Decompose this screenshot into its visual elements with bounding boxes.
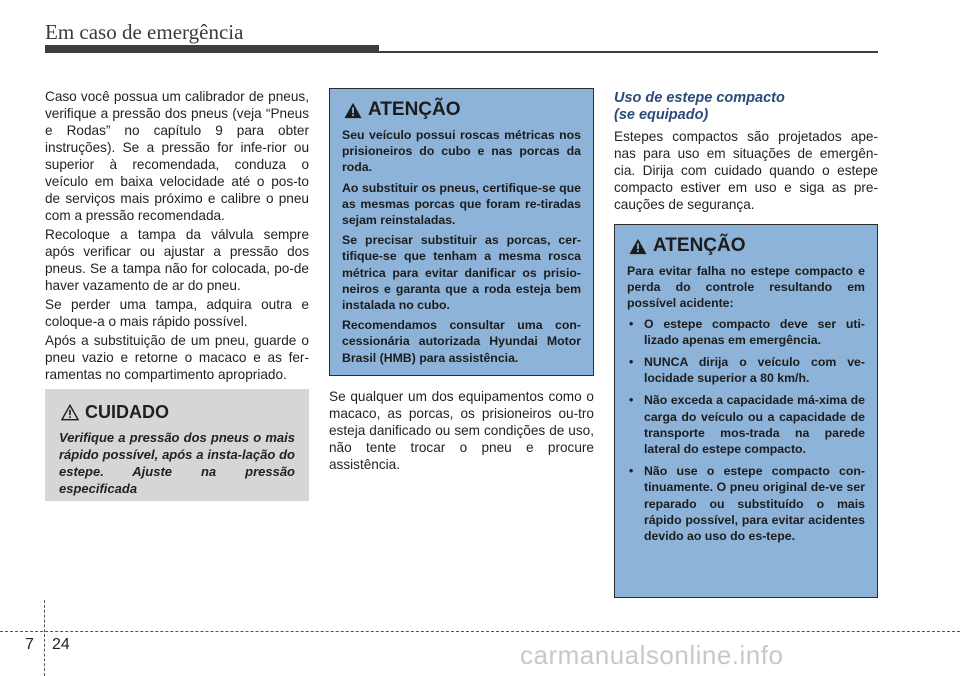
warning-title-row	[344, 99, 581, 121]
middle-column	[329, 388, 594, 475]
caution-title: CUIDADO	[85, 402, 169, 422]
caution-box	[45, 389, 309, 501]
warning-title: ATENÇÃO	[368, 99, 461, 120]
warning-triangle-icon	[344, 102, 362, 119]
header-rule-thick	[45, 45, 379, 53]
warning-triangle-icon	[629, 238, 647, 255]
warning-paragraph: Seu veículo possui roscas métricas nos prisioneiros do cubo e nas porcas da roda.	[342, 128, 581, 175]
body-paragraph: Após a substituição de um pneu, guarde o pneu vazio e retorne o macaco e as fer-ramentas no compartimento apropriado.	[45, 333, 309, 382]
bullet: •	[629, 464, 634, 479]
list-item-text: Não use o estepe compacto con-tinuamente. O pneu original de-ve ser reparado ou substituído o mais rápido possível, para evitar acidentes devido ao uso do es-tepe.	[644, 464, 865, 544]
warning-list	[627, 316, 865, 545]
list-item	[627, 463, 865, 544]
body-paragraph: Se qualquer um dos equipamentos como o macaco, as porcas, os prisioneiros ou-tro esteja danificado ou sem condições de uso, não tente trocar o pneu e procure assistência.	[329, 389, 594, 472]
warning-box-metric-threads	[329, 88, 594, 376]
list-item	[627, 316, 865, 348]
left-column	[45, 88, 309, 385]
warning-paragraph: Ao substituir os pneus, certifique-se que as mesmas porcas que foram re-tiradas sejam reinstaladas.	[342, 180, 581, 228]
chapter-number: 7	[25, 636, 34, 653]
body-paragraph: Se perder uma tampa, adquira outra e coloque-a o mais rápido possível.	[45, 297, 309, 329]
body-paragraph: Caso você possua um calibrador de pneus, verifique a pressão dos pneus (veja “Pneus e Rodas” no capítulo 9 para obter instruções). Se a pressão for infe-rior ou superior à recomendada, conduza o veículo em baixa velocidade até o pos-to de serviços mais próximo e calibre o pneu com a pressão recomendada.	[45, 89, 309, 223]
body-paragraph: Recoloque a tampa da válvula sempre após verificar ou ajustar a pressão dos pneus. Se a tampa não for colocada, po-de haver vazamento de ar do pneu.	[45, 227, 309, 293]
list-item-text: O estepe compacto deve ser uti-lizado apenas em emergência.	[644, 316, 865, 347]
footer-dashed-rule	[0, 631, 960, 632]
subheading-line-2: (se equipado)	[614, 107, 709, 123]
list-item	[627, 392, 865, 457]
warning-paragraph: Recomendamos consultar uma con-cessionária autorizada Hyundai Motor Brasil (HMB) para assistência.	[342, 318, 581, 365]
warning-title: ATENÇÃO	[653, 235, 746, 256]
list-item	[627, 354, 865, 386]
warning-intro: Para evitar falha no estepe compacto e perda do controle resultando em possível acidente:	[627, 264, 865, 311]
subheading-line-1: Uso de estepe compacto	[614, 90, 785, 106]
right-column	[614, 128, 878, 215]
header-rule-thin	[379, 51, 878, 53]
footer-dashed-divider	[44, 600, 45, 676]
caution-triangle-icon	[61, 404, 79, 421]
warning-paragraph: Se precisar substituir as porcas, cer-tifique-se que tenham a mesma rosca métrica para evitar danificar os prisio-neiros e garanta que a roda esteja bem instalada no cubo.	[342, 233, 581, 313]
page-number: 24	[52, 636, 70, 653]
list-item-text: Não exceda a capacidade má-xima de carga do veículo ou a capacidade de transporte mos-trada na parede lateral do estepe compacto.	[644, 393, 865, 457]
bullet: •	[629, 316, 634, 331]
bullet: •	[629, 393, 634, 408]
warning-title-row	[629, 235, 865, 257]
body-paragraph: Estepes compactos são projetados ape-nas para uso em situações de emergên-cia. Dirija com cuidado quando o estepe compacto estiver em uso e siga as pre-cauções de segurança.	[614, 129, 878, 212]
watermark: carmanualsonline.info	[520, 640, 784, 670]
page-header-title: Em caso de emergência	[45, 20, 244, 44]
caution-text: Verifique a pressão dos pneus o mais rápido possível, após a insta-lação do estepe. Ajuste na pressão especificada	[59, 430, 295, 496]
bullet: •	[629, 355, 634, 370]
list-item-text: NUNCA dirija o veículo com ve-locidade superior a 80 km/h.	[644, 355, 865, 386]
caution-title-row	[61, 401, 295, 423]
warning-box-compact-spare	[614, 224, 878, 598]
section-subheading	[614, 90, 878, 124]
